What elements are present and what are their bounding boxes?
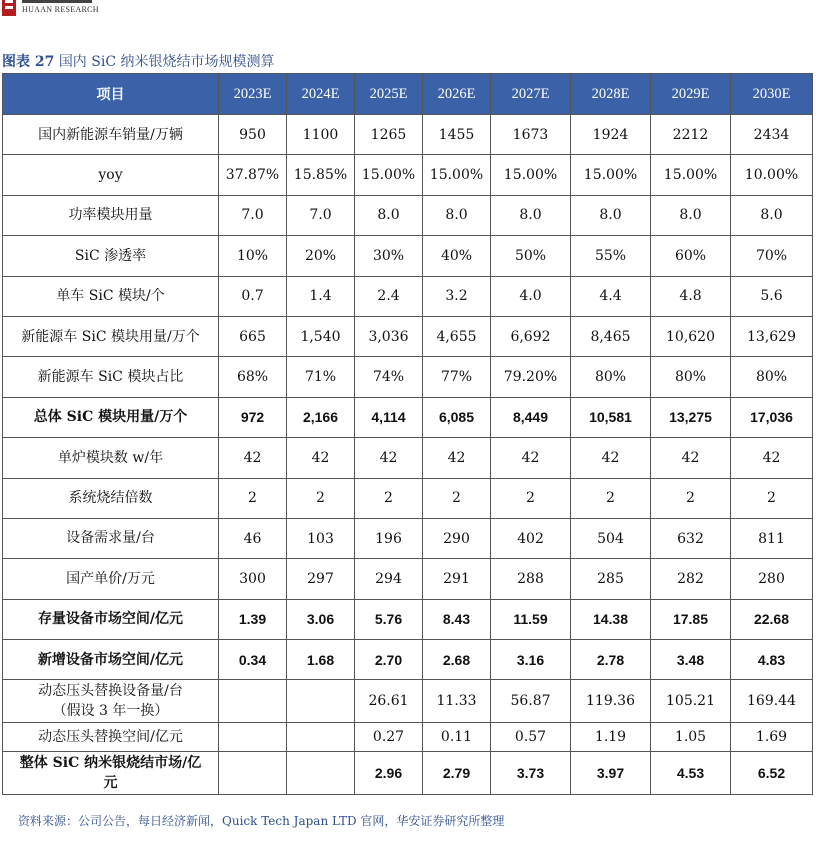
table-cell: 290: [423, 518, 491, 558]
table-cell: 103: [287, 518, 355, 558]
table-cell: 2434: [731, 115, 813, 155]
source-note: 资料来源：公司公告，每日经济新闻，Quick Tech Japan LTD 官网，华安证券研究所整理: [18, 814, 505, 828]
table-cell: 22.68: [731, 599, 813, 639]
table-cell: 1,540: [287, 316, 355, 356]
column-header: 2029E: [651, 74, 731, 115]
row-label: [3, 115, 219, 155]
row-label-text-line2: （假设 3 年一换）: [52, 703, 169, 720]
table-cell: 37.87%: [219, 155, 287, 195]
table-cell: 1455: [423, 115, 491, 155]
row-label: [3, 397, 219, 437]
table-cell: 4.53: [651, 752, 731, 795]
table-row: [3, 357, 813, 397]
table-cell: 7.0: [287, 195, 355, 235]
table-cell: 42: [219, 438, 287, 478]
table-cell: 4.83: [731, 640, 813, 680]
table-cell: 10.00%: [731, 155, 813, 195]
table-row: [3, 680, 813, 723]
table-cell: 8,449: [491, 397, 571, 437]
row-label: [3, 559, 219, 599]
table-cell: 280: [731, 559, 813, 599]
table-cell: 972: [219, 397, 287, 437]
table-cell: 11.59: [491, 599, 571, 639]
table-cell: 1.05: [651, 723, 731, 752]
table-cell: 2212: [651, 115, 731, 155]
table-cell: 402: [491, 518, 571, 558]
table-cell: 26.61: [355, 680, 423, 723]
column-header: 项目: [3, 74, 219, 115]
table-cell: 80%: [571, 357, 651, 397]
table-row: [3, 640, 813, 680]
table-cell: 1100: [287, 115, 355, 155]
table-cell: 2.96: [355, 752, 423, 795]
column-header: 2026E: [423, 74, 491, 115]
table-cell: 15.85%: [287, 155, 355, 195]
table-cell: 8.0: [651, 195, 731, 235]
table-cell: 20%: [287, 236, 355, 276]
row-label-text: 新能源车 SiC 模块用量/万个: [21, 328, 200, 345]
table-cell: 1.68: [287, 640, 355, 680]
table-cell: 13,275: [651, 397, 731, 437]
table-row: [3, 316, 813, 356]
table-cell: 4,114: [355, 397, 423, 437]
table-cell: 42: [731, 438, 813, 478]
table-row: [3, 723, 813, 752]
table-cell: 42: [287, 438, 355, 478]
table-cell: 3.2: [423, 276, 491, 316]
column-header: 2025E: [355, 74, 423, 115]
table-cell: 5.76: [355, 599, 423, 639]
table-cell: 60%: [651, 236, 731, 276]
table-cell: 10,581: [571, 397, 651, 437]
table-row: [3, 559, 813, 599]
table-cell: 77%: [423, 357, 491, 397]
table-cell: 8.0: [423, 195, 491, 235]
row-label: [3, 640, 219, 680]
row-label-text: 设备需求量/台: [66, 530, 155, 547]
table-cell: 119.36: [571, 680, 651, 723]
table-row: [3, 478, 813, 518]
table-cell: [219, 723, 287, 752]
table-cell: 632: [651, 518, 731, 558]
table-cell: 811: [731, 518, 813, 558]
table-cell: [287, 723, 355, 752]
table-cell: 2: [651, 478, 731, 518]
column-header: 2027E: [491, 74, 571, 115]
row-label: [3, 438, 219, 478]
table-cell: 1673: [491, 115, 571, 155]
table-cell: 288: [491, 559, 571, 599]
table-cell: 2,166: [287, 397, 355, 437]
row-label-text: 动态压头替换空间/亿元: [38, 729, 183, 746]
table-cell: 42: [571, 438, 651, 478]
table-cell: 294: [355, 559, 423, 599]
table-cell: 297: [287, 559, 355, 599]
table-cell: 0.11: [423, 723, 491, 752]
table-cell: 1.39: [219, 599, 287, 639]
table-cell: 3.48: [651, 640, 731, 680]
figure-title: 国内 SiC 纳米银烧结市场规模测算: [58, 54, 275, 70]
table-cell: 56.87: [491, 680, 571, 723]
row-label: [3, 155, 219, 195]
row-label: [3, 316, 219, 356]
table-cell: 8.0: [571, 195, 651, 235]
table-cell: 8.43: [423, 599, 491, 639]
row-label: [3, 357, 219, 397]
table-cell: 2: [423, 478, 491, 518]
huaan-logo: [0, 0, 210, 18]
table-cell: 2.70: [355, 640, 423, 680]
table-cell: 15.00%: [355, 155, 423, 195]
market-size-table: [2, 73, 813, 795]
table-cell: 79.20%: [491, 357, 571, 397]
table-cell: 105.21: [651, 680, 731, 723]
table-cell: 71%: [287, 357, 355, 397]
table-row: [3, 195, 813, 235]
table-cell: 1.69: [731, 723, 813, 752]
table-row: [3, 155, 813, 195]
table-cell: 2: [571, 478, 651, 518]
column-header: 2023E: [219, 74, 287, 115]
row-label-text: 国内新能源车销量/万辆: [38, 126, 183, 143]
table-row: [3, 752, 813, 795]
table-cell: 8.0: [731, 195, 813, 235]
table-cell: 10,620: [651, 316, 731, 356]
figure-number: 图表 27: [2, 54, 55, 70]
table-cell: 4.4: [571, 276, 651, 316]
table-cell: 4.0: [491, 276, 571, 316]
row-label: [3, 752, 219, 795]
table-cell: 2: [491, 478, 571, 518]
table-cell: 17,036: [731, 397, 813, 437]
table-cell: [219, 752, 287, 795]
table-cell: 7.0: [219, 195, 287, 235]
row-label: [3, 599, 219, 639]
table-row: [3, 115, 813, 155]
table-cell: 3.97: [571, 752, 651, 795]
table-cell: 11.33: [423, 680, 491, 723]
table-cell: 15.00%: [423, 155, 491, 195]
table-cell: 6,692: [491, 316, 571, 356]
row-label: [3, 236, 219, 276]
row-label-text: yoy: [98, 166, 123, 183]
table-cell: 80%: [731, 357, 813, 397]
row-label-text: SiC 渗透率: [74, 247, 147, 264]
table-cell: 1.4: [287, 276, 355, 316]
table-cell: 3,036: [355, 316, 423, 356]
row-label-text: 功率模块用量: [68, 207, 153, 224]
table-cell: 46: [219, 518, 287, 558]
row-label-text: 动态压头替换设备量/台: [38, 683, 183, 700]
table-cell: 2.68: [423, 640, 491, 680]
table-cell: 17.85: [651, 599, 731, 639]
table-cell: [219, 680, 287, 723]
table-cell: 0.7: [219, 276, 287, 316]
table-row: [3, 518, 813, 558]
huaan-logo-mark: [2, 0, 16, 16]
table-cell: 14.38: [571, 599, 651, 639]
table-cell: 4.8: [651, 276, 731, 316]
table-cell: 10%: [219, 236, 287, 276]
row-label: [3, 680, 219, 723]
row-label-text: 存量设备市场空间/亿元: [37, 611, 184, 628]
table-cell: 2: [287, 478, 355, 518]
row-label: [3, 478, 219, 518]
table-cell: 70%: [731, 236, 813, 276]
row-label: [3, 195, 219, 235]
row-label: [3, 276, 219, 316]
row-label-text: 整体 SiC 纳米银烧结市场/亿: [19, 755, 202, 772]
row-label-text: 单炉模块数 w/年: [57, 449, 164, 466]
table-row: [3, 599, 813, 639]
table-cell: 15.00%: [571, 155, 651, 195]
table-cell: 3.06: [287, 599, 355, 639]
table-cell: 2.78: [571, 640, 651, 680]
table-cell: 1924: [571, 115, 651, 155]
table-cell: 42: [651, 438, 731, 478]
table-cell: 2.79: [423, 752, 491, 795]
table-cell: 42: [491, 438, 571, 478]
table-cell: 50%: [491, 236, 571, 276]
table-cell: 665: [219, 316, 287, 356]
table-cell: 2: [355, 478, 423, 518]
table-cell: [287, 680, 355, 723]
table-cell: 1265: [355, 115, 423, 155]
table-cell: 0.27: [355, 723, 423, 752]
table-cell: 3.73: [491, 752, 571, 795]
table-cell: 0.57: [491, 723, 571, 752]
table-cell: 504: [571, 518, 651, 558]
row-label-text: 新增设备市场空间/亿元: [37, 651, 184, 668]
row-label: [3, 723, 219, 752]
table-body: [3, 115, 813, 795]
table-cell: 2: [219, 478, 287, 518]
table-cell: 8,465: [571, 316, 651, 356]
logo-wordmark-en: HUAAN RESEARCH: [22, 5, 99, 14]
row-label-text: 总体 SiC 模块用量/万个: [33, 409, 188, 426]
table-cell: 30%: [355, 236, 423, 276]
table-cell: 169.44: [731, 680, 813, 723]
table-row: [3, 397, 813, 437]
table-cell: 68%: [219, 357, 287, 397]
table-cell: 15.00%: [491, 155, 571, 195]
table-cell: 80%: [651, 357, 731, 397]
table-cell: 74%: [355, 357, 423, 397]
table-cell: 282: [651, 559, 731, 599]
table-cell: 196: [355, 518, 423, 558]
row-label: [3, 518, 219, 558]
table-cell: 55%: [571, 236, 651, 276]
table-cell: 8.0: [491, 195, 571, 235]
logo-wordmark-cn: [22, 0, 92, 3]
row-label-text: 系统烧结倍数: [68, 490, 153, 507]
table-cell: 40%: [423, 236, 491, 276]
column-header: 2030E: [731, 74, 813, 115]
table-cell: [287, 752, 355, 795]
table-cell: 6.52: [731, 752, 813, 795]
table-cell: 15.00%: [651, 155, 731, 195]
row-label-text: 新能源车 SiC 模块占比: [37, 368, 184, 385]
column-header: 2024E: [287, 74, 355, 115]
table-cell: 950: [219, 115, 287, 155]
table-cell: 1.19: [571, 723, 651, 752]
table-row: [3, 236, 813, 276]
table-cell: 3.16: [491, 640, 571, 680]
table-cell: 285: [571, 559, 651, 599]
figure-caption: [2, 51, 275, 71]
table-header-row: [3, 74, 813, 115]
table-cell: 6,085: [423, 397, 491, 437]
table-cell: 291: [423, 559, 491, 599]
table-cell: 300: [219, 559, 287, 599]
table-cell: 2.4: [355, 276, 423, 316]
table-cell: 5.6: [731, 276, 813, 316]
table-cell: 2: [731, 478, 813, 518]
row-label-text: 单车 SiC 模块/个: [56, 288, 165, 305]
table-cell: 42: [423, 438, 491, 478]
table-cell: 13,629: [731, 316, 813, 356]
table-cell: 8.0: [355, 195, 423, 235]
table-cell: 0.34: [219, 640, 287, 680]
table-row: [3, 438, 813, 478]
table-cell: 42: [355, 438, 423, 478]
row-label-text-line2: 元: [103, 775, 118, 792]
column-header: 2028E: [571, 74, 651, 115]
table-row: [3, 276, 813, 316]
row-label-text: 国产单价/万元: [66, 570, 155, 587]
table-cell: 4,655: [423, 316, 491, 356]
